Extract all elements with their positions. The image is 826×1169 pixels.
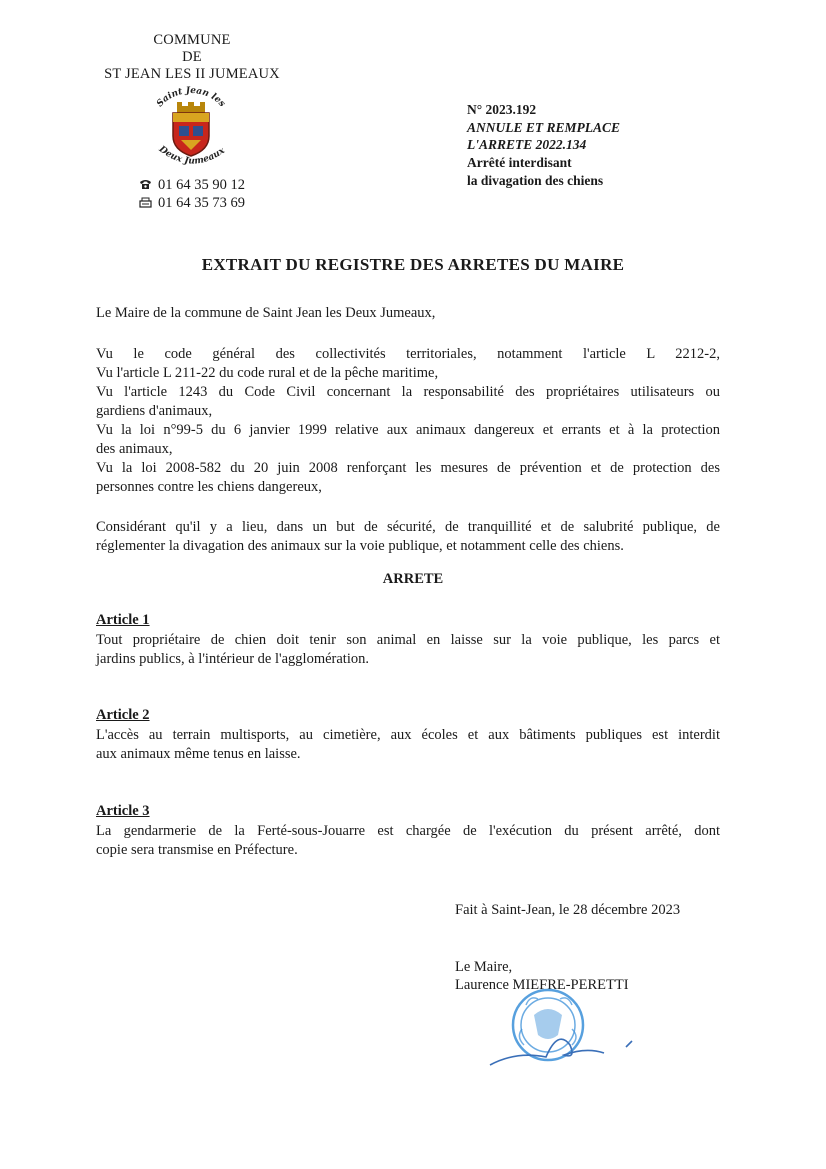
vu-line: Vu l'article L 211-22 du code rural et de la pêche maritime, [96, 365, 439, 381]
phone-line [139, 177, 245, 194]
vu-line: Vu la loi n°99-5 du 6 janvier 1999 relative aux animaux dangereux et errants et à la protection [96, 422, 720, 438]
telephone-icon [139, 179, 152, 190]
article-line: jardins publics, à l'intérieur de l'agglomération. [96, 651, 369, 667]
article-line: Tout propriétaire de chien doit tenir son animal en laisse sur la voie publique, les parcs et [96, 632, 720, 648]
considerant-line: réglementer la divagation des animaux sur la voie publique, et notamment celle des chiens. [96, 538, 624, 554]
place-date: Fait à Saint-Jean, le 28 décembre 2023 [455, 902, 681, 918]
article-line: aux animaux même tenus en laisse. [96, 746, 301, 762]
vu-line: Vu la loi 2008-582 du 20 juin 2008 renforçant les mesures de prévention et de protection des [96, 460, 720, 476]
commune-line-1: COMMUNE [153, 32, 231, 48]
crest-text-bottom: Deux Jumeaux [156, 144, 227, 167]
considerant-line: Considérant qu'il y a lieu, dans un but de sécurité, de tranquillité et de salubrité publique, de [96, 519, 720, 535]
fax-line [139, 195, 245, 212]
article-line: La gendarmerie de la Ferté-sous-Jouarre est chargée de l'exécution du présent arrêté, dont [96, 823, 720, 839]
vu-line: personnes contre les chiens dangereux, [96, 479, 322, 495]
vu-line: des animaux, [96, 441, 173, 457]
commune-line-2: DE [182, 49, 202, 65]
official-stamp-icon [486, 985, 646, 1075]
arrete-heading: ARRETE [382, 571, 444, 587]
page-title: EXTRAIT DU REGISTRE DES ARRETES DU MAIRE [201, 255, 625, 274]
phone-number: 01 64 35 90 12 [158, 177, 245, 193]
intro-paragraph: Le Maire de la commune de Saint Jean les Deux Jumeaux, [96, 305, 436, 321]
article-heading: Article 1 [96, 612, 150, 628]
article-line: L'accès au terrain multisports, au cimetière, aux écoles et aux bâtiments publiques est interdit [96, 727, 720, 743]
article-heading: Article 3 [96, 803, 150, 819]
article-heading: Article 2 [96, 707, 150, 723]
annule-remplace: ANNULE ET REMPLACE [467, 120, 621, 135]
mayor-name: Laurence MIEFRE-PERETTI [455, 977, 629, 993]
mayor-role: Le Maire, [455, 959, 513, 975]
arrete-reference: L'ARRETE 2022.134 [467, 137, 587, 152]
fax-number: 01 64 35 73 69 [158, 195, 245, 211]
vu-line: Vu l'article 1243 du Code Civil concernant la responsabilité des propriétaires utilisateurs ou [96, 384, 720, 400]
article-line: copie sera transmise en Préfecture. [96, 842, 298, 858]
subject-line-2: la divagation des chiens [467, 173, 604, 188]
subject-line-1: Arrêté interdisant [467, 155, 572, 170]
vu-line: Vu le code général des collectivités territoriales, notamment l'article L 2212-2, [96, 346, 720, 362]
commune-line-3: ST JEAN LES II JUMEAUX [104, 66, 280, 82]
crest-text-top: Saint Jean les [155, 85, 227, 110]
vu-line: gardiens d'animaux, [96, 403, 213, 419]
commune-crest-icon [146, 82, 236, 174]
arrete-number: N° 2023.192 [467, 102, 537, 117]
fax-icon [139, 197, 152, 208]
